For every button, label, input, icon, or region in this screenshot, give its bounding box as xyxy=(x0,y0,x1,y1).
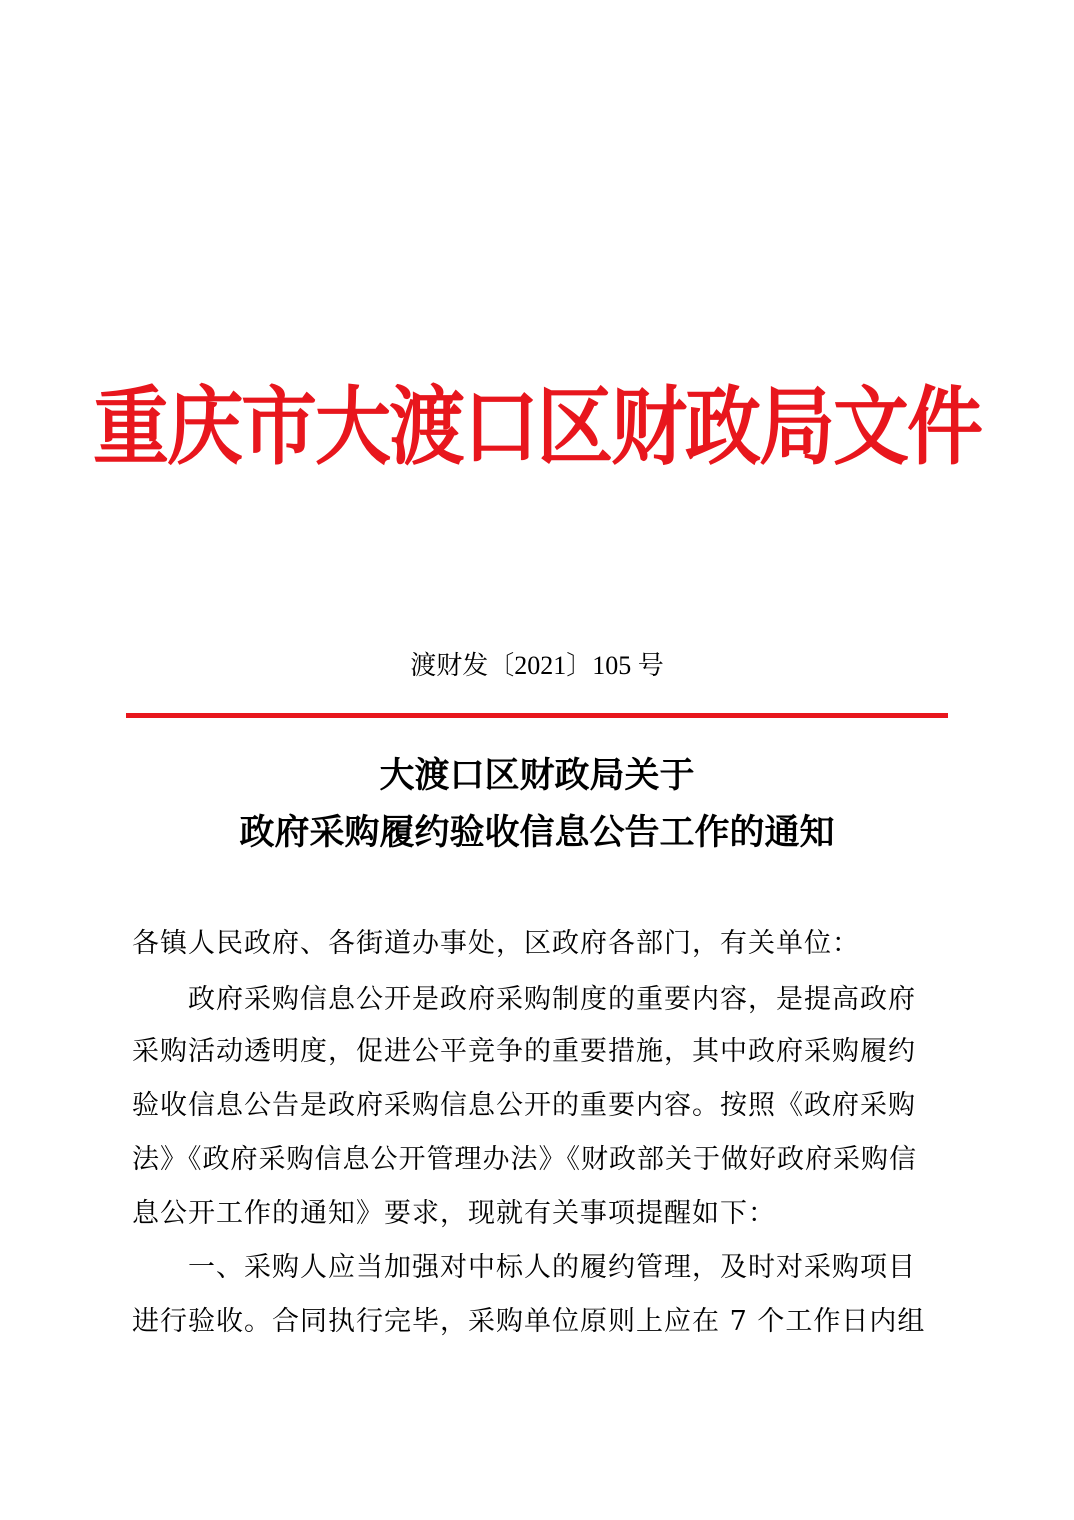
body-line: 政府采购信息公开是政府采购制度的重要内容，是提高政府 xyxy=(188,984,916,1015)
red-divider-line xyxy=(126,713,948,718)
masthead-title: 重庆市大渡口区财政局文件 xyxy=(93,376,981,477)
document-title-line-1: 大渡口区财政局关于 xyxy=(379,755,695,796)
body-line: 验收信息公告是政府采购信息公开的重要内容。按照《政府采购 xyxy=(132,1090,916,1121)
document-title-line-2: 政府采购履约验收信息公告工作的通知 xyxy=(239,812,835,853)
salutation: 各镇人民政府、各街道办事处，区政府各部门，有关单位： xyxy=(132,928,860,959)
body-line: 进行验收。合同执行完毕，采购单位原则上应在 7 个工作日内组 xyxy=(132,1306,926,1337)
body-line: 采购活动透明度，促进公平竞争的重要措施，其中政府采购履约 xyxy=(132,1036,916,1067)
body-line: 息公开工作的通知》要求，现就有关事项提醒如下： xyxy=(132,1198,776,1229)
body-line: 法》《政府采购信息公开管理办法》《财政部关于做好政府采购信 xyxy=(132,1144,917,1175)
document-number: 渡财发〔2021〕105 号 xyxy=(410,651,664,680)
body-line: 一、采购人应当加强对中标人的履约管理，及时对采购项目 xyxy=(188,1252,916,1283)
